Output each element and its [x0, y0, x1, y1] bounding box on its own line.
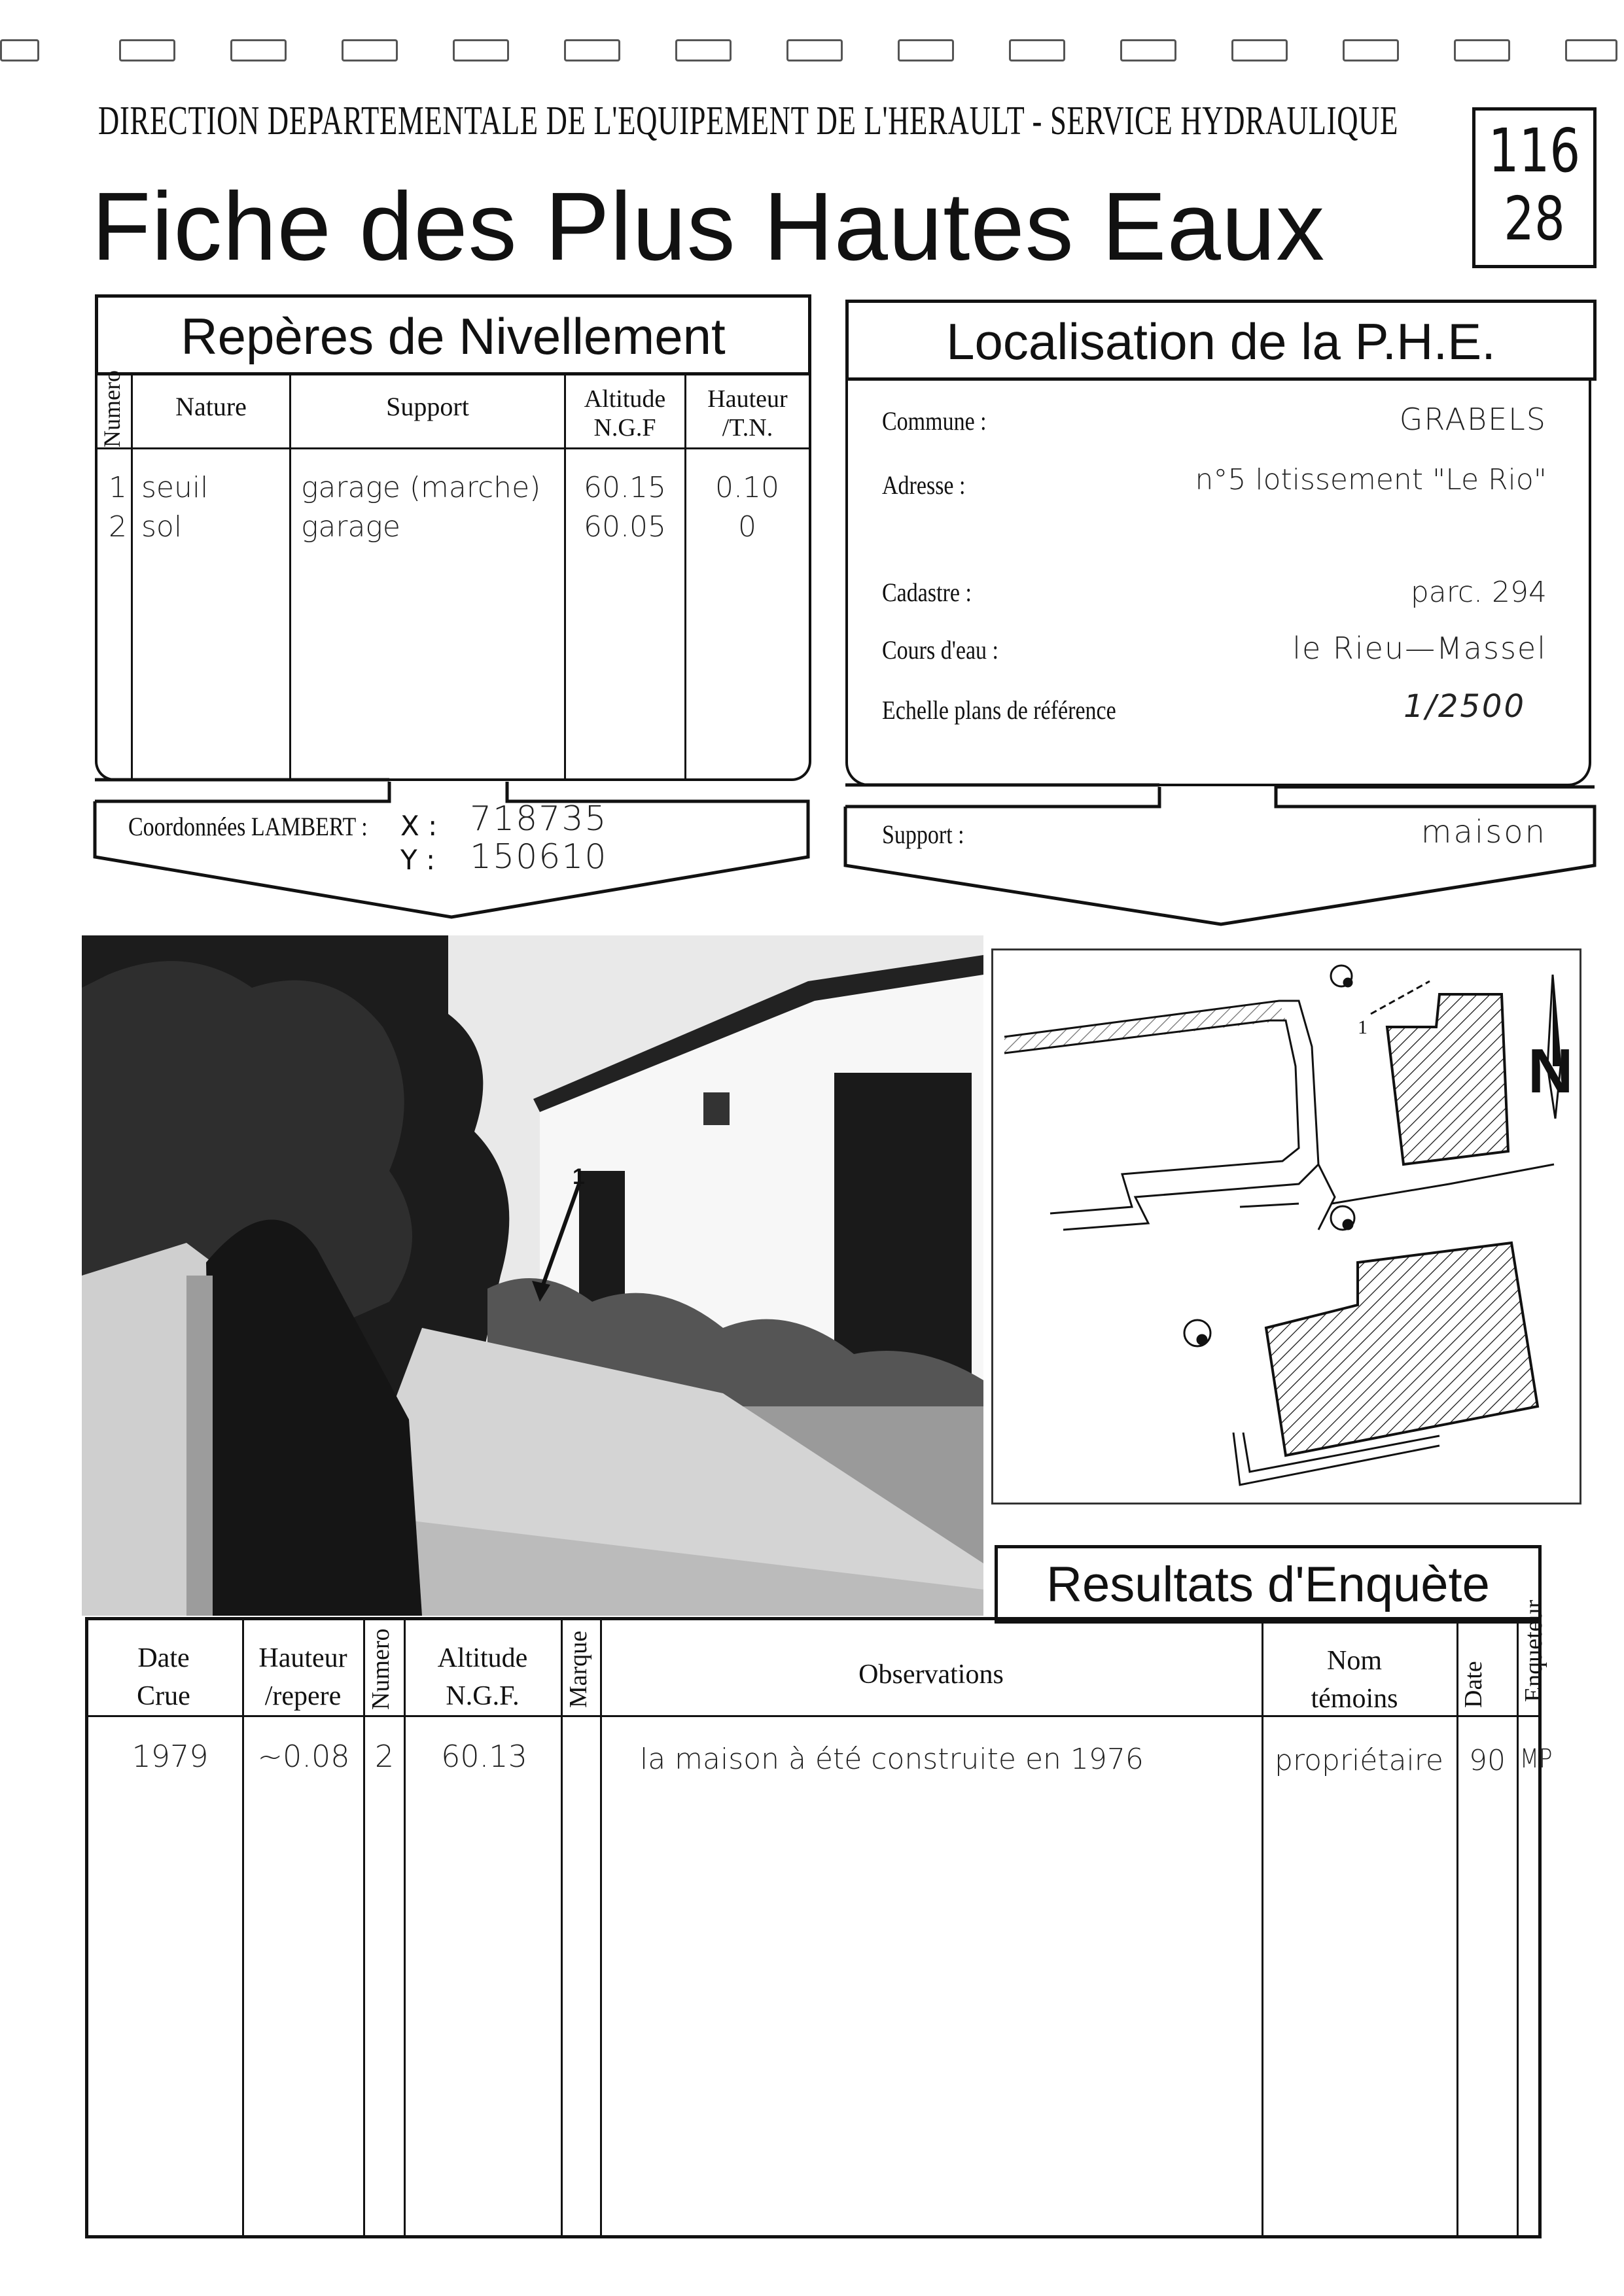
binder-hole: [1454, 39, 1510, 61]
support-label: Support :: [882, 820, 964, 849]
resultat-temoins: propriétaire: [1275, 1744, 1443, 1777]
col-header-altitude: Altitude N.G.F.: [437, 1643, 528, 1711]
reference-number-top: 116: [1488, 116, 1581, 186]
north-arrow-label: N: [1528, 1036, 1574, 1106]
resultat-date: 90: [1469, 1744, 1506, 1777]
col-header-nature: Nature: [175, 392, 247, 421]
repere-altitude: 60.05: [584, 510, 666, 544]
lambert-x-value: 718735: [470, 799, 608, 839]
lambert-x-label: X :: [400, 810, 438, 842]
resultat-observations: la maison à été construite en 1976: [640, 1743, 1144, 1776]
reperes-header-divider: [95, 447, 811, 449]
site-plan-drawing: [991, 948, 1581, 1505]
column-divider: [289, 375, 291, 781]
column-divider: [242, 1617, 244, 2238]
echelle-label: Echelle plans de référence: [882, 695, 1116, 725]
col-header-numero: Numero: [367, 1628, 395, 1711]
repere-support: garage: [301, 510, 400, 544]
lambert-y-value: 150610: [470, 837, 608, 877]
reperes-title-box: [95, 294, 811, 375]
adresse-label: Adresse :: [882, 470, 966, 500]
col-header-hauteur-repere: Hauteur /repere: [258, 1643, 347, 1711]
col-header-date: Date: [1460, 1661, 1487, 1708]
adresse-value: n°5 lotissement "Le Rio": [1195, 463, 1547, 496]
cours-deau-value: le Rieu—Massel: [1292, 631, 1547, 666]
binder-hole: [786, 39, 843, 61]
binder-hole: [675, 39, 732, 61]
resultat-numero: 2: [374, 1739, 395, 1774]
binder-hole: [342, 39, 398, 61]
lambert-y-label: Y :: [400, 844, 436, 876]
column-divider: [363, 1617, 365, 2238]
support-value: maison: [1421, 814, 1547, 850]
resultat-altitude: 60.13: [441, 1739, 527, 1774]
binder-hole: [564, 39, 620, 61]
col-header-hauteur: Hauteur /T.N.: [707, 385, 788, 442]
column-divider: [1517, 1617, 1519, 2238]
binder-hole: [1231, 39, 1288, 61]
reference-number-bottom: 28: [1504, 184, 1565, 254]
col-header-date-crue: Date Crue: [137, 1643, 190, 1711]
page-title: Fiche des Plus Hautes Eaux: [92, 173, 1326, 281]
repere-numero: 2: [109, 510, 127, 544]
agency-header: DIRECTION DEPARTEMENTALE DE L'EQUIPEMENT DE L'HERAULT - SERVICE HYDRAULIQUE: [98, 99, 1399, 143]
binder-hole: [1343, 39, 1399, 61]
binder-hole: [1009, 39, 1065, 61]
localisation-title: Localisation de la P.H.E.: [946, 313, 1496, 370]
cadastre-value: parc. 294: [1410, 576, 1547, 609]
repere-altitude: 60.15: [584, 471, 666, 504]
col-header-marque: Marque: [565, 1630, 592, 1709]
repere-support: garage (marche): [301, 471, 541, 504]
repere-nature: sol: [141, 510, 183, 544]
lambert-label: Coordonnées LAMBERT :: [128, 812, 368, 841]
support-frame: [839, 777, 1603, 934]
cours-deau-label: Cours d'eau :: [882, 635, 998, 665]
column-divider: [564, 375, 566, 781]
resultat-enqueteur: MP: [1519, 1744, 1553, 1774]
resultat-hauteur: ~0.08: [257, 1739, 350, 1774]
localisation-title-box: [845, 300, 1597, 381]
binder-hole: [119, 39, 175, 61]
column-divider: [600, 1617, 602, 2238]
column-divider: [561, 1617, 563, 2238]
column-divider: [684, 375, 686, 781]
lambert-frame: [88, 772, 818, 922]
binder-hole: [1565, 39, 1617, 61]
photo-marker: 1: [573, 1164, 585, 1189]
plan-marker: 1: [1358, 1017, 1368, 1038]
binder-hole: [898, 39, 954, 61]
column-divider: [131, 375, 133, 781]
col-header-altitude: Altitude N.G.F: [584, 385, 666, 442]
col-header-numero: Numero: [99, 370, 125, 447]
col-header-enqueteur: Enqueteur: [1520, 1599, 1547, 1703]
column-divider: [404, 1617, 406, 2238]
commune-label: Commune :: [882, 406, 987, 436]
reperes-title: Repères de Nivellement: [181, 307, 726, 365]
repere-hauteur: 0: [738, 510, 756, 544]
col-header-temoins: Nom témoins: [1311, 1646, 1398, 1714]
column-divider: [1456, 1617, 1458, 2238]
repere-hauteur: 0.10: [715, 471, 779, 504]
echelle-value: 1/2500: [1403, 688, 1526, 725]
commune-value: GRABELS: [1399, 402, 1547, 437]
repere-nature: seuil: [141, 471, 209, 504]
resultat-date-crue: 1979: [132, 1739, 209, 1774]
site-photo: [82, 935, 983, 1616]
binder-hole: [1120, 39, 1176, 61]
binder-hole: [453, 39, 509, 61]
resultats-title-box: [995, 1545, 1542, 1624]
cadastre-label: Cadastre :: [882, 578, 972, 607]
binder-hole: [230, 39, 287, 61]
reference-box: [1472, 107, 1597, 268]
column-divider: [1262, 1617, 1263, 2238]
col-header-observations: Observations: [858, 1660, 1004, 1690]
binder-hole: [0, 39, 39, 61]
col-header-support: Support: [386, 392, 469, 421]
repere-numero: 1: [109, 471, 127, 504]
resultats-title: Resultats d'Enquète: [1046, 1557, 1490, 1612]
